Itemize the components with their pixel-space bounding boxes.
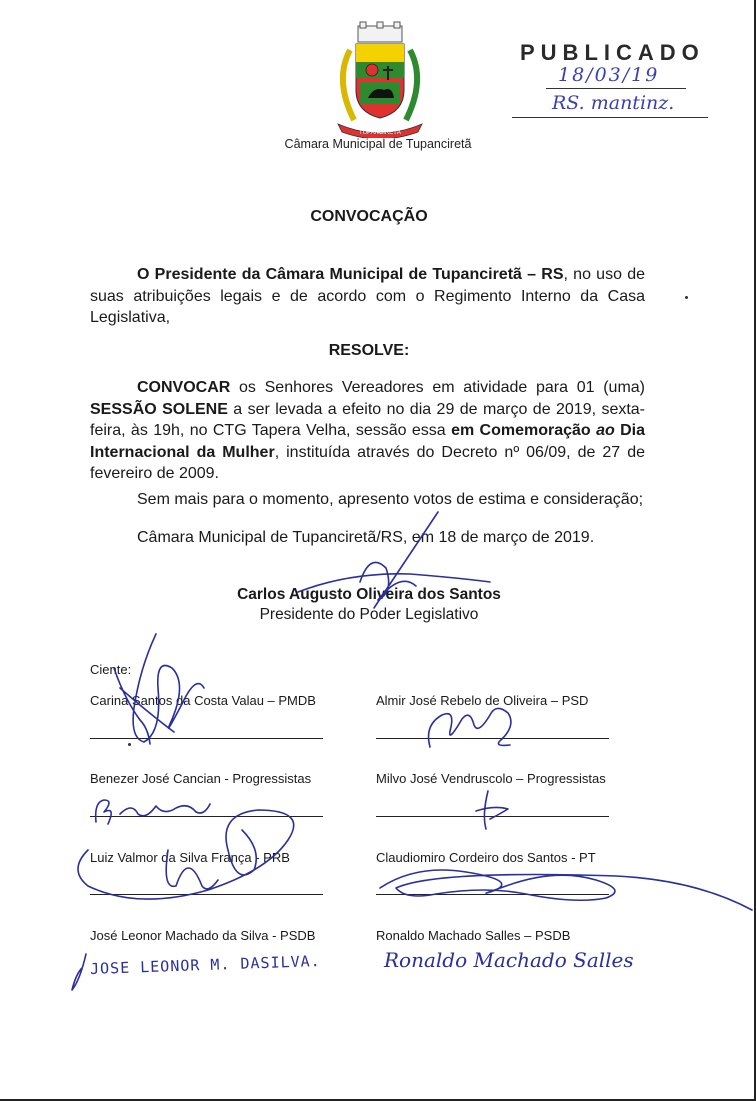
body-sessao-solene: SESSÃO SOLENE [90,400,228,418]
document-title: CONVOCAÇÃO [310,208,428,225]
signature-luiz [58,790,338,920]
body-ao: ao [596,422,615,439]
president-signature [290,512,510,612]
handwritten-ronaldo: Ronaldo Machado Salles [384,948,634,972]
stamp-date: 18/03/19 [558,64,660,86]
intro-rest: , no uso de suas atribuições legais e de acordo com o Regimento Interno da Casa Legislativa, [90,266,646,326]
body-dia-mulher: Dia Internacional da Mulher [90,422,645,461]
signature-carina [100,628,210,758]
speck [685,296,688,299]
member-name: Benezer José Cancian - Progressistas [90,771,312,786]
crest-banner-text: TUPANCIRETÃ [359,130,401,136]
place-date-line: Câmara Municipal de Tupanciretã/RS, em 18 de março de 2019. [137,529,595,546]
intro-bold: O Presidente da Câmara Municipal de Tupanciretã – RS [137,266,564,283]
member-name: Carina Santos da Costa Valau – PMDB [90,693,316,708]
ciente-label: Ciente: [90,662,132,677]
signature-claudiomiro [376,850,754,910]
body-convocar: CONVOCAR [137,379,231,396]
body-paragraph [90,377,645,485]
intro-paragraph [90,264,645,329]
member-name: José Leonor Machado da Silva - PSDB [90,928,316,943]
member-name: Luiz Valmor da Silva França - PRB [90,850,290,865]
stamp-word: PUBLICADO [520,40,705,65]
handwritten-jose-leonor: JOSE LEONOR M. DASILVA. [89,951,321,979]
signature-milvo [468,785,528,835]
body-text-2: a ser levada a efeito no dia 29 de março de 2019, sexta-feira, às 19h, no CTG Tapera Velha, sessão essa [90,400,646,439]
member-name: Ronaldo Machado Salles – PSDB [376,928,571,943]
body-text-1: os Senhores Vereadores em atividade para 01 (uma) [230,379,645,396]
body-comemoracao: em Comemoração [451,422,597,439]
closing-line: Sem mais para o momento, apresento votos de estima e consideração; [137,491,644,508]
speck [128,743,131,746]
member-name: Milvo José Vendruscolo – Progressistas [376,771,606,786]
president-role: Presidente do Poder Legislativo [259,606,479,623]
institution-name: Câmara Municipal de Tupanciretã [284,137,472,151]
signature-almir [420,695,530,755]
body-text-3: , instituída através do Decreto nº 06/09, de 27 de fevereiro de 2009. [90,443,645,482]
member-name: Almir José Rebelo de Oliveira – PSD [376,693,589,708]
president-name: Carlos Augusto Oliveira dos Santos [237,586,501,603]
resolve-heading: RESOLVE: [328,342,410,359]
member-name: Claudiomiro Cordeiro dos Santos - PT [376,850,596,865]
stamp-initials: RS. mantinz. [552,92,675,114]
municipal-crest-logo [328,20,432,138]
